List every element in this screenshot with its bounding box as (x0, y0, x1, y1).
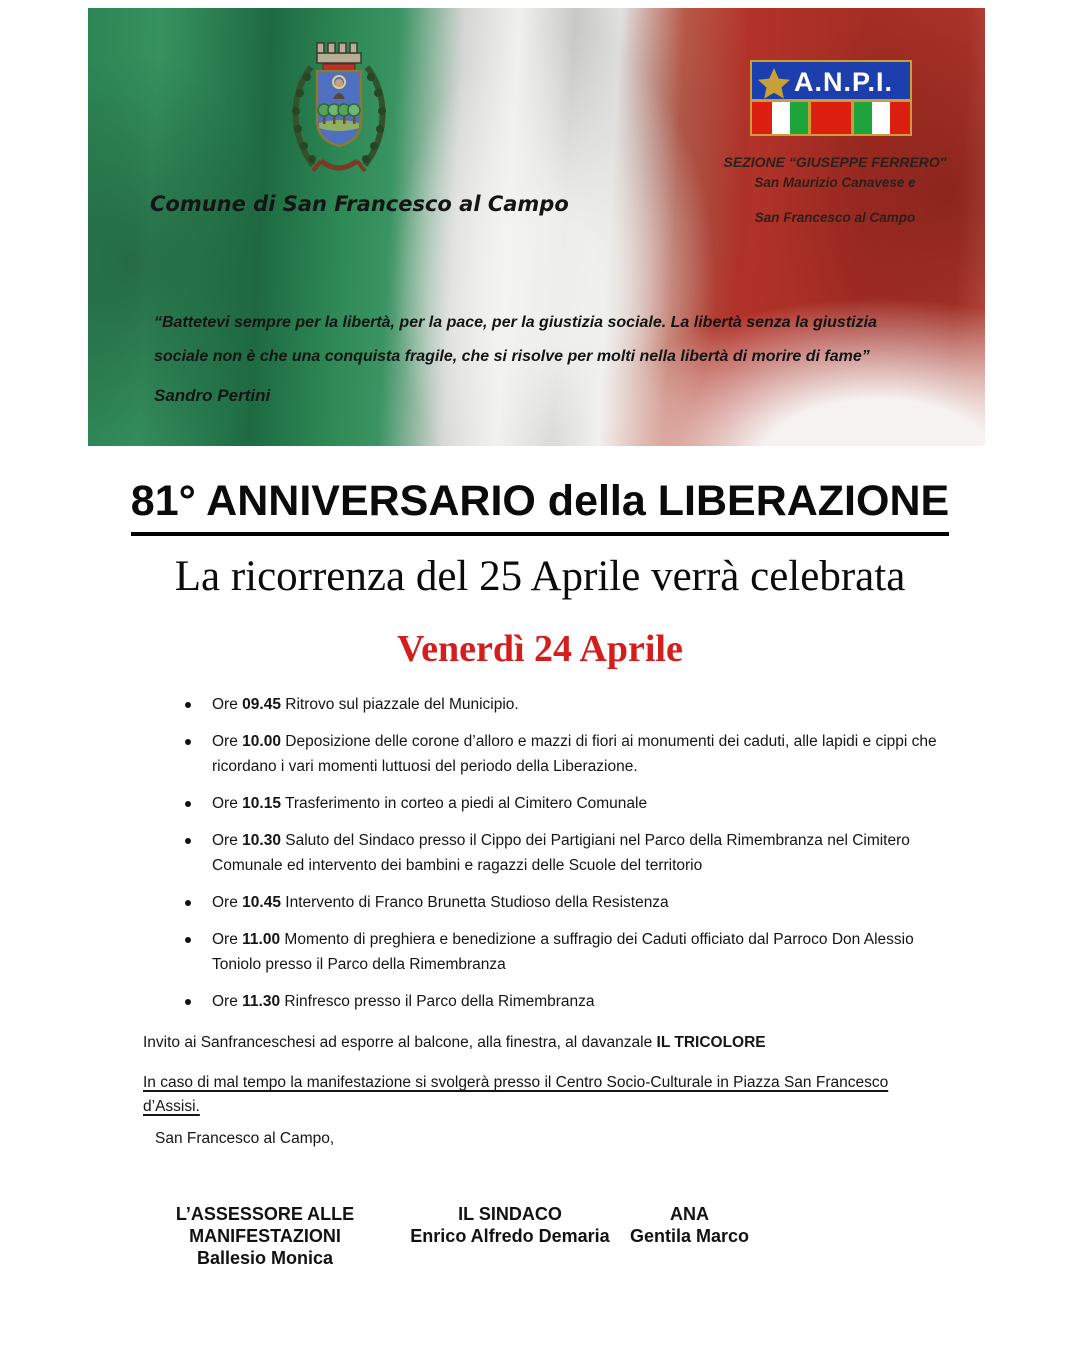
title-wrap (88, 477, 992, 536)
bullet-icon (185, 739, 191, 745)
signature-block (140, 1203, 390, 1269)
schedule-item: Ore 10.15 Trasferimento in corteo a piedi al Cimitero Comunale (182, 791, 957, 816)
quote-line-1: “Battetevi sempre per la libertà, per la pace, per la giustizia sociale. La libertà senza la giustizia (154, 314, 877, 331)
bullet-icon (185, 838, 191, 844)
schedule-item: Ore 10.30 Saluto del Sindaco presso il Cippo dei Partigiani nel Parco della Rimembranza nel Cimitero Comunale ed intervento dei bambini e ragazzi delle Scuole del territorio (182, 828, 957, 878)
anpi-section-text (710, 154, 960, 226)
signature-name: Ballesio Monica (196, 1248, 334, 1268)
quote-line-2: sociale non è che una conquista fragile, che si risolve per molti nella libertà di morire di fame” (154, 348, 870, 365)
municipality-name: Comune di San Francesco al Campo (150, 192, 569, 216)
bullet-icon (185, 999, 191, 1005)
bullet-icon (185, 801, 191, 807)
subtitle: La ricorrenza del 25 Aprile verrà celebrata (174, 553, 906, 600)
signature-name: Enrico Alfredo Demaria (410, 1226, 610, 1246)
anpi-logo-icon (750, 60, 912, 136)
schedule-item: Ore 10.45 Intervento di Franco Brunetta Studioso della Resistenza (182, 890, 957, 915)
anpi-section-town-2: San Francesco al Campo (754, 210, 916, 225)
signature-role: L’ASSESSORE ALLE MANIFESTAZIONI (175, 1204, 355, 1246)
schedule-item: Ore 10.00 Deposizione delle corone d’alloro e mazzi di fiori ai monumenti dei caduti, alle lapidi e cippi che ricordano i vari momenti luttuosi del periodo della Liberazione. (182, 729, 957, 779)
municipal-coat-of-arms-icon (283, 33, 395, 185)
anpi-section-name: SEZIONE “GIUSEPPE FERRERO" (723, 154, 947, 170)
anpi-section-town-1: San Maurizio Canavese e (754, 175, 916, 190)
bullet-icon (185, 937, 191, 943)
schedule-item: Ore 11.30 Rinfresco presso il Parco della Rimembranza (182, 989, 957, 1014)
signature-role: ANA (670, 1204, 710, 1224)
event-date: Venerdì 24 Aprile (397, 628, 683, 670)
signature-block (630, 1203, 749, 1269)
pertini-quote (154, 306, 964, 374)
place-line: San Francesco al Campo, (155, 1130, 335, 1147)
invitation-bold: IL TRICOLORE (656, 1034, 766, 1051)
signature-name: Gentila Marco (630, 1226, 750, 1246)
schedule-list (182, 692, 957, 1026)
bullet-icon (185, 900, 191, 906)
anpi-acronym: A.N.P.I. (794, 67, 894, 97)
page-title: 81° ANNIVERSARIO della LIBERAZIONE (131, 477, 949, 536)
schedule-item: Ore 09.45 Ritrovo sul piazzale del Municipio. (182, 692, 957, 717)
tricolore-invitation (143, 1031, 943, 1055)
schedule-item: Ore 11.00 Momento di preghiera e benedizione a suffragio dei Caduti officiato dal Parroco Don Alessio Toniolo presso il Parco della Rimembranza (182, 927, 957, 977)
signature-role: IL SINDACO (458, 1204, 562, 1224)
signatures-row (140, 1203, 975, 1269)
flag-header-image (88, 8, 985, 446)
bullet-icon (185, 702, 191, 708)
signature-block (390, 1203, 630, 1269)
bad-weather-notice: In caso di mal tempo la manifestazione si svolgerà presso il Centro Socio-Culturale in Piazza San Francesco d’Assisi. (143, 1074, 889, 1115)
invitation-text: Invito ai Sanfranceschesi ad esporre al balcone, alla finestra, al davanzale (143, 1034, 653, 1051)
quote-author: Sandro Pertini (154, 386, 271, 405)
